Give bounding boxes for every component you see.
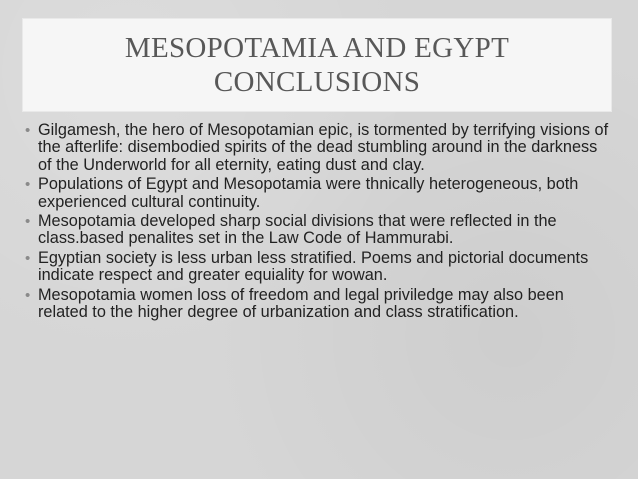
slide-title-line-2: CONCLUSIONS [213,66,421,98]
bullet-dot-icon: • [25,213,31,231]
bullet-text: Gilgamesh, the hero of Mesopotamian epic, is tormented by terrifying visions of the afterlife: disembodied spirits of the dead stumbling around in the darkness of the Underworld for all eternity, eating dust and clay. [38,121,609,174]
title-box [22,18,612,112]
bullet-text: Egyptian society is less urban less stratified. Poems and pictorial documents indicate respect and greater equiality for wowan. [38,248,589,285]
bullet-text: Mesopotamia women loss of freedom and legal priviledge may also been related to the higher degree of urbanization and class stratification. [38,285,564,322]
bullet-item [22,122,612,174]
bullet-item [22,213,612,248]
bullet-dot-icon: • [25,286,31,304]
bullet-dot-icon: • [25,176,31,194]
bullet-text: Mesopotamia developed sharp social divisions that were reflected in the class.based penalites set in the Law Code of Hammurabi. [38,212,557,248]
bullet-list [22,122,612,323]
bullet-item [22,250,612,285]
slide-title-line-1: MESOPOTAMIA AND EGYPT [124,32,510,64]
bullet-item [22,287,612,322]
bullet-dot-icon: • [25,122,31,139]
bullet-text: Populations of Egypt and Mesopotamia were thnically heterogeneous, both experienced cultural continuity. [38,175,579,211]
bullet-dot-icon: • [25,249,31,267]
bullet-item [22,176,612,211]
